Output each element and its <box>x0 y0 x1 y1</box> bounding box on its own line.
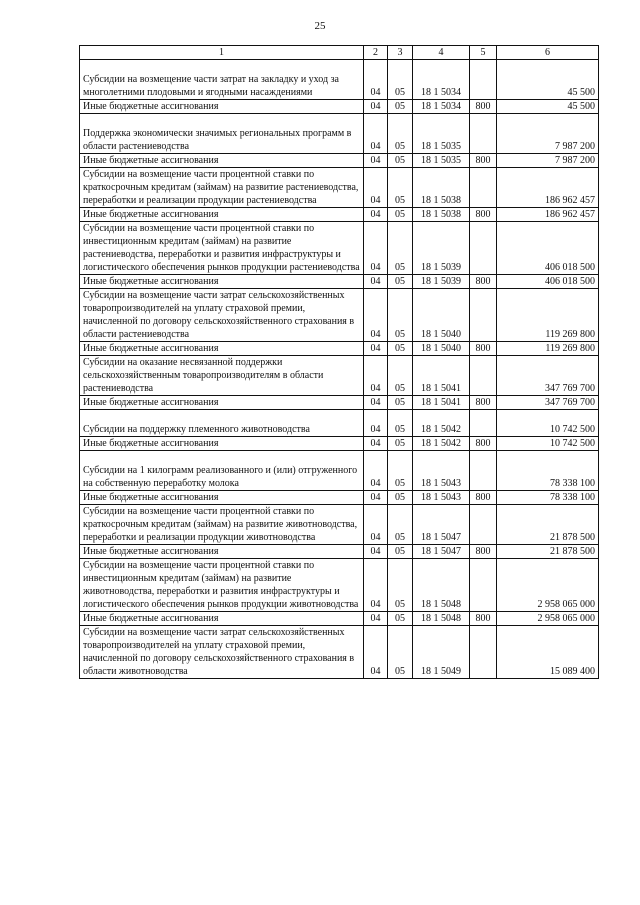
row-subsection-code: 05 <box>388 222 413 275</box>
row-target-article: 18 1 5035 <box>413 114 470 154</box>
row-section-code: 04 <box>364 437 388 451</box>
table-row <box>80 559 599 612</box>
row-subsection-code: 05 <box>388 410 413 437</box>
row-description: Поддержка экономически значимых региональных программ в области растениеводства <box>80 114 364 154</box>
table-row <box>80 437 599 451</box>
row-subsection-code: 05 <box>388 612 413 626</box>
row-target-article: 18 1 5041 <box>413 356 470 396</box>
row-amount: 10 742 500 <box>497 437 599 451</box>
row-subsection-code: 05 <box>388 275 413 289</box>
row-amount: 7 987 200 <box>497 114 599 154</box>
row-subsection-code: 05 <box>388 491 413 505</box>
row-subsection-code: 05 <box>388 559 413 612</box>
row-amount: 119 269 800 <box>497 342 599 356</box>
row-expense-type <box>470 168 497 208</box>
row-target-article: 18 1 5034 <box>413 60 470 100</box>
row-expense-type <box>470 114 497 154</box>
row-amount: 7 987 200 <box>497 154 599 168</box>
table-header-row <box>80 46 599 60</box>
row-description: Иные бюджетные ассигнования <box>80 100 364 114</box>
row-description: Субсидии на возмещение части процентной ставки по краткосрочным кредитам (займам) на развитие растениеводства, переработки и реализации продукции растениеводства <box>80 168 364 208</box>
row-target-article: 18 1 5035 <box>413 154 470 168</box>
row-subsection-code: 05 <box>388 60 413 100</box>
row-description: Субсидии на возмещение части процентной ставки по инвестиционным кредитам (займам) на развитие животноводства, переработки и развития инфраструктуры и логистического обеспечения рынков продукции животноводства <box>80 559 364 612</box>
row-amount: 186 962 457 <box>497 168 599 208</box>
row-expense-type: 800 <box>470 275 497 289</box>
row-description: Иные бюджетные ассигнования <box>80 275 364 289</box>
row-expense-type <box>470 289 497 342</box>
row-section-code: 04 <box>364 559 388 612</box>
row-amount: 347 769 700 <box>497 356 599 396</box>
row-section-code: 04 <box>364 626 388 679</box>
budget-table-body <box>80 46 599 679</box>
row-expense-type <box>470 222 497 275</box>
row-target-article: 18 1 5047 <box>413 505 470 545</box>
row-description: Субсидии на возмещение части процентной ставки по инвестиционным кредитам (займам) на развитие растениеводства, переработки и развития инфраструктуры и логистического обеспечения рынков продукции растениеводства <box>80 222 364 275</box>
row-target-article: 18 1 5048 <box>413 559 470 612</box>
table-row <box>80 60 599 100</box>
table-row <box>80 342 599 356</box>
row-amount: 45 500 <box>497 100 599 114</box>
row-section-code: 04 <box>364 342 388 356</box>
row-amount: 2 958 065 000 <box>497 559 599 612</box>
row-section-code: 04 <box>364 168 388 208</box>
row-subsection-code: 05 <box>388 626 413 679</box>
row-subsection-code: 05 <box>388 100 413 114</box>
row-section-code: 04 <box>364 114 388 154</box>
row-expense-type <box>470 451 497 491</box>
row-target-article: 18 1 5042 <box>413 410 470 437</box>
row-amount: 347 769 700 <box>497 396 599 410</box>
row-subsection-code: 05 <box>388 289 413 342</box>
row-target-article: 18 1 5041 <box>413 396 470 410</box>
row-section-code: 04 <box>364 208 388 222</box>
row-section-code: 04 <box>364 60 388 100</box>
row-target-article: 18 1 5047 <box>413 545 470 559</box>
table-row <box>80 612 599 626</box>
row-target-article: 18 1 5038 <box>413 168 470 208</box>
row-section-code: 04 <box>364 154 388 168</box>
table-row <box>80 222 599 275</box>
row-description: Иные бюджетные ассигнования <box>80 396 364 410</box>
page-number: 25 <box>314 20 326 32</box>
row-description: Иные бюджетные ассигнования <box>80 545 364 559</box>
row-section-code: 04 <box>364 410 388 437</box>
row-section-code: 04 <box>364 396 388 410</box>
row-expense-type: 800 <box>470 396 497 410</box>
row-target-article: 18 1 5038 <box>413 208 470 222</box>
row-subsection-code: 05 <box>388 396 413 410</box>
row-amount: 406 018 500 <box>497 275 599 289</box>
row-expense-type: 800 <box>470 154 497 168</box>
budget-table <box>79 45 599 679</box>
row-expense-type: 800 <box>470 208 497 222</box>
table-row <box>80 505 599 545</box>
row-target-article: 18 1 5049 <box>413 626 470 679</box>
row-description: Иные бюджетные ассигнования <box>80 491 364 505</box>
row-description: Иные бюджетные ассигнования <box>80 342 364 356</box>
row-amount: 45 500 <box>497 60 599 100</box>
table-row <box>80 491 599 505</box>
header-col-3: 3 <box>388 46 413 60</box>
row-description: Субсидии на оказание несвязанной поддержки сельскохозяйственным товаропроизводителям в области растениеводства <box>80 356 364 396</box>
row-target-article: 18 1 5039 <box>413 275 470 289</box>
row-expense-type: 800 <box>470 545 497 559</box>
row-target-article: 18 1 5034 <box>413 100 470 114</box>
row-subsection-code: 05 <box>388 208 413 222</box>
row-amount: 2 958 065 000 <box>497 612 599 626</box>
row-expense-type <box>470 559 497 612</box>
row-description: Иные бюджетные ассигнования <box>80 612 364 626</box>
row-expense-type <box>470 505 497 545</box>
table-row <box>80 154 599 168</box>
row-target-article: 18 1 5040 <box>413 342 470 356</box>
row-amount: 78 338 100 <box>497 451 599 491</box>
table-row <box>80 396 599 410</box>
table-row <box>80 410 599 437</box>
row-expense-type <box>470 410 497 437</box>
row-expense-type <box>470 626 497 679</box>
table-row <box>80 356 599 396</box>
row-expense-type: 800 <box>470 342 497 356</box>
row-target-article: 18 1 5043 <box>413 451 470 491</box>
row-subsection-code: 05 <box>388 451 413 491</box>
header-col-5: 5 <box>470 46 497 60</box>
table-row <box>80 626 599 679</box>
row-amount: 186 962 457 <box>497 208 599 222</box>
row-expense-type <box>470 60 497 100</box>
row-amount: 21 878 500 <box>497 505 599 545</box>
row-subsection-code: 05 <box>388 114 413 154</box>
row-section-code: 04 <box>364 356 388 396</box>
row-section-code: 04 <box>364 275 388 289</box>
table-row <box>80 100 599 114</box>
row-section-code: 04 <box>364 612 388 626</box>
row-expense-type: 800 <box>470 100 497 114</box>
row-target-article: 18 1 5040 <box>413 289 470 342</box>
row-section-code: 04 <box>364 491 388 505</box>
row-expense-type: 800 <box>470 491 497 505</box>
row-expense-type <box>470 356 497 396</box>
table-row <box>80 275 599 289</box>
row-expense-type: 800 <box>470 437 497 451</box>
table-row <box>80 208 599 222</box>
table-row <box>80 289 599 342</box>
row-description: Иные бюджетные ассигнования <box>80 208 364 222</box>
row-amount: 406 018 500 <box>497 222 599 275</box>
row-expense-type: 800 <box>470 612 497 626</box>
row-section-code: 04 <box>364 505 388 545</box>
row-description: Субсидии на возмещение части затрат на закладку и уход за многолетними плодовыми и ягодными насаждениями <box>80 60 364 100</box>
header-col-1: 1 <box>80 46 364 60</box>
row-subsection-code: 05 <box>388 505 413 545</box>
row-subsection-code: 05 <box>388 437 413 451</box>
row-description: Субсидии на поддержку племенного животноводства <box>80 410 364 437</box>
row-amount: 21 878 500 <box>497 545 599 559</box>
row-target-article: 18 1 5039 <box>413 222 470 275</box>
row-description: Субсидии на возмещение части процентной ставки по краткосрочным кредитам (займам) на развитие животноводства, переработки и реализации продукции животноводства <box>80 505 364 545</box>
header-col-4: 4 <box>413 46 470 60</box>
row-description: Иные бюджетные ассигнования <box>80 437 364 451</box>
table-row <box>80 114 599 154</box>
row-target-article: 18 1 5042 <box>413 437 470 451</box>
row-description: Субсидии на возмещение части затрат сельскохозяйственных товаропроизводителей на уплату страховой премии, начисленной по договору сельскохозяйственного страхования в области животноводства <box>80 626 364 679</box>
row-amount: 78 338 100 <box>497 491 599 505</box>
row-amount: 15 089 400 <box>497 626 599 679</box>
row-section-code: 04 <box>364 451 388 491</box>
header-col-6: 6 <box>497 46 599 60</box>
row-section-code: 04 <box>364 222 388 275</box>
table-row <box>80 545 599 559</box>
row-description: Субсидии на 1 килограмм реализованного и (или) отгруженного на собственную переработку молока <box>80 451 364 491</box>
row-subsection-code: 05 <box>388 342 413 356</box>
row-description: Субсидии на возмещение части затрат сельскохозяйственных товаропроизводителей на уплату страховой премии, начисленной по договору сельскохозяйственного страхования в области растениеводства <box>80 289 364 342</box>
table-row <box>80 451 599 491</box>
row-amount: 10 742 500 <box>497 410 599 437</box>
row-section-code: 04 <box>364 289 388 342</box>
row-subsection-code: 05 <box>388 545 413 559</box>
row-subsection-code: 05 <box>388 154 413 168</box>
row-section-code: 04 <box>364 545 388 559</box>
row-subsection-code: 05 <box>388 356 413 396</box>
row-target-article: 18 1 5043 <box>413 491 470 505</box>
row-subsection-code: 05 <box>388 168 413 208</box>
row-target-article: 18 1 5048 <box>413 612 470 626</box>
row-description: Иные бюджетные ассигнования <box>80 154 364 168</box>
row-section-code: 04 <box>364 100 388 114</box>
table-row <box>80 168 599 208</box>
row-amount: 119 269 800 <box>497 289 599 342</box>
header-col-2: 2 <box>364 46 388 60</box>
